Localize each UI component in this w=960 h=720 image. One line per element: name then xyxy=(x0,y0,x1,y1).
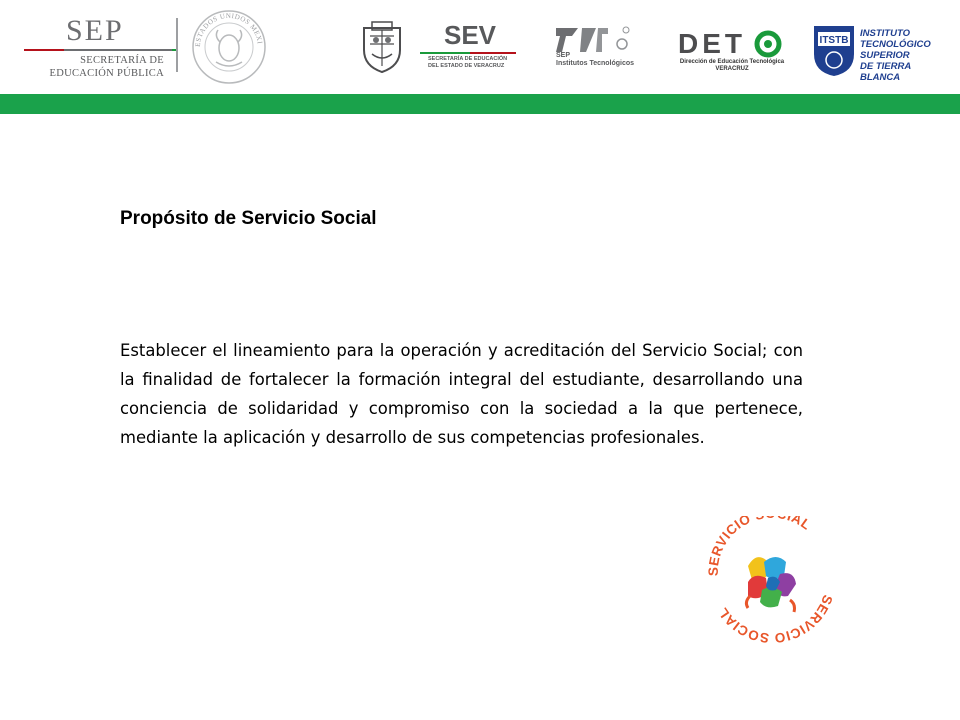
sev-logo xyxy=(420,20,520,76)
mexico-seal-logo xyxy=(190,8,268,86)
header-divider xyxy=(176,18,178,72)
servicio-social-logo xyxy=(704,516,838,650)
itstb-line2: TECNOLÓGICO SUPERIOR xyxy=(860,39,931,61)
veracruz-crest-logo xyxy=(358,20,406,76)
sev-line-green xyxy=(420,52,470,54)
sep-line-red xyxy=(24,49,64,51)
sep-subtitle xyxy=(24,54,164,80)
tecnologicos-line1: SEP xyxy=(556,52,571,59)
tecnologicos-line2: Institutos Tecnológicos xyxy=(556,60,635,67)
sev-subtitle xyxy=(428,56,518,70)
sep-subtitle-line1: SECRETARÍA DE xyxy=(80,55,164,66)
sep-title: SEP xyxy=(66,14,124,47)
eagle-seal-icon xyxy=(190,8,268,86)
itstb-logo xyxy=(812,22,952,82)
sev-subtitle-line1: SECRETARÍA DE EDUCACIÓN xyxy=(428,56,508,62)
itstb-line3: DE TIERRA BLANCA xyxy=(860,61,911,83)
itstb-badge-text: ITSTB xyxy=(819,35,849,46)
itstb-shield-icon xyxy=(812,22,856,78)
seal-text: ESTADOS UNIDOS MEXI xyxy=(193,11,264,48)
sep-logo xyxy=(24,14,174,80)
det-swirl-icon xyxy=(754,30,782,58)
itstb-name xyxy=(860,28,952,83)
crest-shield-icon xyxy=(358,20,406,76)
det-logo xyxy=(676,28,788,78)
tecnologicos-emblem-icon xyxy=(552,24,642,52)
sev-title: SEV xyxy=(444,20,497,50)
hands-circle-icon xyxy=(704,516,838,650)
sev-line-red xyxy=(470,52,516,54)
ss-bottom-text: SERVICIO SOCIAL xyxy=(715,592,836,646)
tecnologicos-subtitle xyxy=(556,52,634,68)
sep-line-grey xyxy=(64,49,172,51)
purpose-paragraph: Establecer el lineamiento para la operación y acreditación del Servicio Social; con la finalidad de fortalecer la formación integral del estudiante, desarrollando una conciencia de solidaridad y compromiso con la sociedad a la que pertenece, mediante la aplicación y desarrollo de sus competencias profesionales. xyxy=(120,341,803,447)
page-title: Propósito de Servicio Social xyxy=(120,208,377,229)
green-header-bar xyxy=(0,94,960,114)
colored-hands xyxy=(746,557,796,612)
sep-subtitle-line2: EDUCACIÓN PÚBLICA xyxy=(49,68,164,79)
header-logos xyxy=(0,0,960,94)
det-title: DET xyxy=(678,28,746,59)
det-subtitle xyxy=(676,59,788,73)
tecnologicos-logo xyxy=(552,24,652,78)
det-subtitle-line1: Dirección de Educación Tecnológica xyxy=(679,59,785,65)
ss-top-text: SERVICIO IAL xyxy=(705,516,814,577)
sev-subtitle-line2: DEL ESTADO DE VERACRUZ xyxy=(428,63,505,69)
det-subtitle-line2: VERACRUZ xyxy=(715,66,749,72)
itstb-line1: INSTITUTO xyxy=(860,28,910,39)
